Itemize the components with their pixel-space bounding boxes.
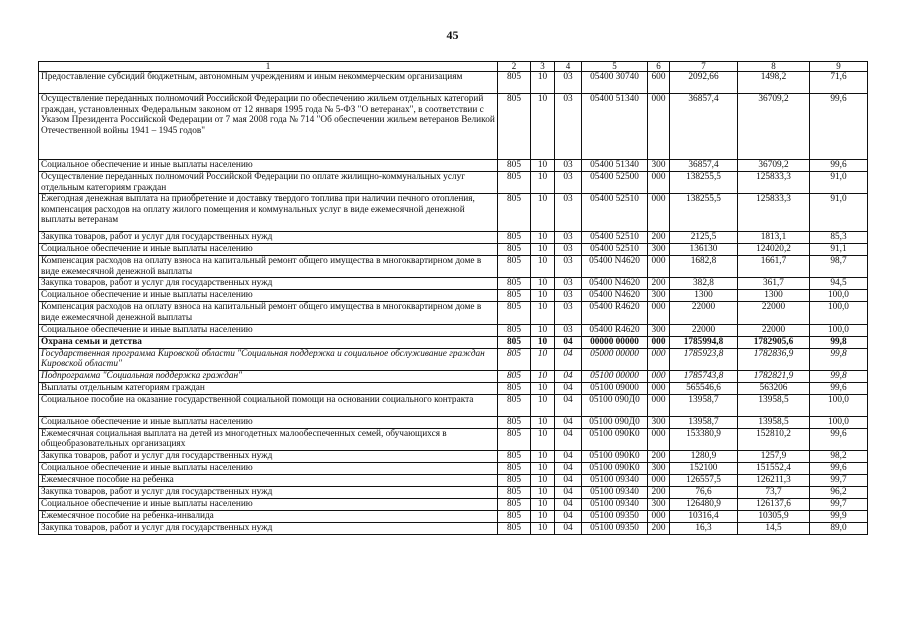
ministry-code-cell: 805 <box>498 324 531 336</box>
ministry-code-cell: 805 <box>498 302 531 324</box>
subsection-cell: 04 <box>555 394 582 416</box>
section-cell: 10 <box>531 290 555 302</box>
subsection-cell: 04 <box>555 498 582 510</box>
planned-amount-cell: 138255,5 <box>670 194 738 232</box>
table-row <box>39 72 868 94</box>
column-header: 7 <box>670 62 738 72</box>
planned-amount-cell: 126557,5 <box>670 474 738 486</box>
execution-percent-cell: 100,0 <box>810 290 868 302</box>
ministry-code-cell: 805 <box>498 498 531 510</box>
target-article-cell: 05400 30740 <box>582 72 648 94</box>
execution-percent-cell: 99,7 <box>810 474 868 486</box>
section-cell: 10 <box>531 486 555 498</box>
ministry-code-cell: 805 <box>498 232 531 244</box>
target-article-cell: 05400 N4620 <box>582 256 648 278</box>
column-number-header-row <box>39 62 868 72</box>
expense-type-cell: 200 <box>648 486 670 498</box>
target-article-cell: 05400 N4620 <box>582 278 648 290</box>
target-article-cell: 05000 00000 <box>582 348 648 370</box>
subsection-cell: 03 <box>555 194 582 232</box>
execution-percent-cell: 99,6 <box>810 94 868 160</box>
table-row <box>39 348 868 370</box>
target-article-cell: 05100 090Д0 <box>582 416 648 428</box>
planned-amount-cell: 1785994,8 <box>670 336 738 348</box>
row-name-cell: Закупка товаров, работ и услуг для государственных нужд <box>39 232 498 244</box>
expense-type-cell: 300 <box>648 416 670 428</box>
subsection-cell: 04 <box>555 450 582 462</box>
expense-type-cell: 300 <box>648 244 670 256</box>
planned-amount-cell: 153380,9 <box>670 428 738 450</box>
ministry-code-cell: 805 <box>498 278 531 290</box>
execution-percent-cell: 71,6 <box>810 72 868 94</box>
table-row <box>39 256 868 278</box>
executed-amount-cell: 73,7 <box>738 486 810 498</box>
ministry-code-cell: 805 <box>498 462 531 474</box>
planned-amount-cell: 1300 <box>670 290 738 302</box>
executed-amount-cell: 126211,3 <box>738 474 810 486</box>
table-row <box>39 450 868 462</box>
section-cell: 10 <box>531 510 555 522</box>
table-row <box>39 290 868 302</box>
expense-type-cell: 300 <box>648 160 670 172</box>
execution-percent-cell: 99,8 <box>810 348 868 370</box>
executed-amount-cell: 22000 <box>738 302 810 324</box>
executed-amount-cell: 125833,3 <box>738 194 810 232</box>
section-cell: 10 <box>531 474 555 486</box>
planned-amount-cell: 1785923,8 <box>670 348 738 370</box>
section-cell: 10 <box>531 428 555 450</box>
section-cell: 10 <box>531 324 555 336</box>
executed-amount-cell: 126137,6 <box>738 498 810 510</box>
executed-amount-cell: 1300 <box>738 290 810 302</box>
subsection-cell: 03 <box>555 244 582 256</box>
subsection-cell: 03 <box>555 302 582 324</box>
subsection-cell: 03 <box>555 324 582 336</box>
ministry-code-cell: 805 <box>498 194 531 232</box>
expense-type-cell: 000 <box>648 194 670 232</box>
target-article-cell: 05100 090К0 <box>582 428 648 450</box>
ministry-code-cell: 805 <box>498 450 531 462</box>
ministry-code-cell: 805 <box>498 522 531 534</box>
row-name-cell: Социальное обеспечение и иные выплаты населению <box>39 416 498 428</box>
section-cell: 10 <box>531 348 555 370</box>
table-row <box>39 160 868 172</box>
table-row <box>39 324 868 336</box>
table-row <box>39 498 868 510</box>
planned-amount-cell: 16,3 <box>670 522 738 534</box>
subsection-cell: 03 <box>555 72 582 94</box>
ministry-code-cell: 805 <box>498 256 531 278</box>
executed-amount-cell: 10305,9 <box>738 510 810 522</box>
planned-amount-cell: 2092,66 <box>670 72 738 94</box>
planned-amount-cell: 1280,9 <box>670 450 738 462</box>
ministry-code-cell: 805 <box>498 244 531 256</box>
execution-percent-cell: 99,6 <box>810 382 868 394</box>
subsection-cell: 04 <box>555 522 582 534</box>
row-name-cell: Ежемесячное пособие на ребенка-инвалида <box>39 510 498 522</box>
execution-percent-cell: 100,0 <box>810 302 868 324</box>
execution-percent-cell: 100,0 <box>810 394 868 416</box>
section-cell: 10 <box>531 278 555 290</box>
row-name-cell: Закупка товаров, работ и услуг для государственных нужд <box>39 450 498 462</box>
section-cell: 10 <box>531 194 555 232</box>
row-name-cell: Социальное пособие на оказание государственной социальной помощи на основании социального контракта <box>39 394 498 416</box>
column-header: 4 <box>555 62 582 72</box>
planned-amount-cell: 1682,8 <box>670 256 738 278</box>
expense-type-cell: 200 <box>648 232 670 244</box>
planned-amount-cell: 36857,4 <box>670 160 738 172</box>
target-article-cell: 05100 09340 <box>582 474 648 486</box>
target-article-cell: 05400 52510 <box>582 244 648 256</box>
execution-percent-cell: 99,8 <box>810 336 868 348</box>
execution-percent-cell: 100,0 <box>810 416 868 428</box>
ministry-code-cell: 805 <box>498 348 531 370</box>
target-article-cell: 05100 09000 <box>582 382 648 394</box>
executed-amount-cell: 1782821,9 <box>738 370 810 382</box>
subsection-cell: 03 <box>555 278 582 290</box>
section-cell: 10 <box>531 382 555 394</box>
row-name-cell: Компенсация расходов на оплату взноса на капитальный ремонт общего имущества в многоквартирном доме в виде ежемесячной денежной выплаты <box>39 302 498 324</box>
planned-amount-cell: 565546,6 <box>670 382 738 394</box>
target-article-cell: 05400 R4620 <box>582 302 648 324</box>
execution-percent-cell: 91,1 <box>810 244 868 256</box>
table-row <box>39 172 868 194</box>
planned-amount-cell: 22000 <box>670 302 738 324</box>
executed-amount-cell: 13958,5 <box>738 394 810 416</box>
row-name-cell: Социальное обеспечение и иные выплаты населению <box>39 290 498 302</box>
planned-amount-cell: 136130 <box>670 244 738 256</box>
subsection-cell: 04 <box>555 428 582 450</box>
planned-amount-cell: 13958,7 <box>670 416 738 428</box>
target-article-cell: 05400 N4620 <box>582 290 648 302</box>
section-cell: 10 <box>531 522 555 534</box>
row-name-cell: Ежемесячная социальная выплата на детей из многодетных малообеспеченных семей, обучающихся в общеобразовательных организациях <box>39 428 498 450</box>
table-row <box>39 382 868 394</box>
section-cell: 10 <box>531 302 555 324</box>
section-cell: 10 <box>531 72 555 94</box>
expense-type-cell: 000 <box>648 348 670 370</box>
execution-percent-cell: 85,3 <box>810 232 868 244</box>
row-name-cell: Закупка товаров, работ и услуг для государственных нужд <box>39 486 498 498</box>
subsection-cell: 04 <box>555 370 582 382</box>
subsection-cell: 04 <box>555 510 582 522</box>
planned-amount-cell: 152100 <box>670 462 738 474</box>
execution-percent-cell: 94,5 <box>810 278 868 290</box>
row-name-cell: Социальное обеспечение и иные выплаты населению <box>39 324 498 336</box>
subsection-cell: 03 <box>555 172 582 194</box>
expense-type-cell: 300 <box>648 498 670 510</box>
row-name-cell: Закупка товаров, работ и услуг для государственных нужд <box>39 278 498 290</box>
executed-amount-cell: 14,5 <box>738 522 810 534</box>
target-article-cell: 05400 51340 <box>582 160 648 172</box>
executed-amount-cell: 1498,2 <box>738 72 810 94</box>
expense-type-cell: 000 <box>648 94 670 160</box>
execution-percent-cell: 91,0 <box>810 194 868 232</box>
executed-amount-cell: 361,7 <box>738 278 810 290</box>
subsection-cell: 03 <box>555 290 582 302</box>
executed-amount-cell: 36709,2 <box>738 160 810 172</box>
row-name-cell: Социальное обеспечение и иные выплаты населению <box>39 462 498 474</box>
executed-amount-cell: 125833,3 <box>738 172 810 194</box>
execution-percent-cell: 98,7 <box>810 256 868 278</box>
expense-type-cell: 000 <box>648 256 670 278</box>
ministry-code-cell: 805 <box>498 394 531 416</box>
table-row <box>39 336 868 348</box>
subsection-cell: 04 <box>555 486 582 498</box>
subsection-cell: 03 <box>555 256 582 278</box>
row-name-cell: Социальное обеспечение и иные выплаты населению <box>39 498 498 510</box>
expense-type-cell: 200 <box>648 522 670 534</box>
target-article-cell: 05100 09340 <box>582 486 648 498</box>
planned-amount-cell: 22000 <box>670 324 738 336</box>
executed-amount-cell: 1782836,9 <box>738 348 810 370</box>
subsection-cell: 03 <box>555 160 582 172</box>
target-article-cell: 05100 090Д0 <box>582 394 648 416</box>
execution-percent-cell: 99,6 <box>810 160 868 172</box>
ministry-code-cell: 805 <box>498 428 531 450</box>
row-name-cell: Предоставление субсидий бюджетным, автономным учреждениям и иным некоммерческим организациям <box>39 72 498 94</box>
expense-type-cell: 000 <box>648 302 670 324</box>
row-name-cell: Выплаты отдельным категориям граждан <box>39 382 498 394</box>
table-row <box>39 394 868 416</box>
expense-type-cell: 200 <box>648 278 670 290</box>
planned-amount-cell: 138255,5 <box>670 172 738 194</box>
executed-amount-cell: 36709,2 <box>738 94 810 160</box>
column-header: 3 <box>531 62 555 72</box>
table-row <box>39 416 868 428</box>
expense-type-cell: 300 <box>648 324 670 336</box>
planned-amount-cell: 2125,5 <box>670 232 738 244</box>
execution-percent-cell: 99,7 <box>810 498 868 510</box>
ministry-code-cell: 805 <box>498 370 531 382</box>
section-cell: 10 <box>531 394 555 416</box>
row-name-cell: Ежемесячное пособие на ребенка <box>39 474 498 486</box>
ministry-code-cell: 805 <box>498 72 531 94</box>
expense-type-cell: 000 <box>648 382 670 394</box>
target-article-cell: 05100 09340 <box>582 498 648 510</box>
subsection-cell: 04 <box>555 348 582 370</box>
row-name-cell: Осуществление переданных полномочий Российской Федерации по оплате жилищно-коммунальных услуг отдельным категориям граждан <box>39 172 498 194</box>
target-article-cell: 05100 00000 <box>582 370 648 382</box>
subsection-cell: 04 <box>555 416 582 428</box>
row-name-cell: Подпрограмма "Социальная поддержка граждан" <box>39 370 498 382</box>
executed-amount-cell: 1661,7 <box>738 256 810 278</box>
section-cell: 10 <box>531 498 555 510</box>
executed-amount-cell: 563206 <box>738 382 810 394</box>
table-row <box>39 194 868 232</box>
planned-amount-cell: 13958,7 <box>670 394 738 416</box>
budget-table <box>38 61 868 535</box>
section-cell: 10 <box>531 370 555 382</box>
subsection-cell: 03 <box>555 94 582 160</box>
planned-amount-cell: 36857,4 <box>670 94 738 160</box>
executed-amount-cell: 1813,1 <box>738 232 810 244</box>
expense-type-cell: 300 <box>648 462 670 474</box>
target-article-cell: 05400 52500 <box>582 172 648 194</box>
table-row <box>39 232 868 244</box>
execution-percent-cell: 99,8 <box>810 370 868 382</box>
table-row <box>39 94 868 160</box>
executed-amount-cell: 151552,4 <box>738 462 810 474</box>
column-header: 1 <box>39 62 498 72</box>
expense-type-cell: 000 <box>648 370 670 382</box>
section-cell: 10 <box>531 94 555 160</box>
executed-amount-cell: 152810,2 <box>738 428 810 450</box>
target-article-cell: 05400 52510 <box>582 232 648 244</box>
subsection-cell: 03 <box>555 232 582 244</box>
row-name-cell: Компенсация расходов на оплату взноса на капитальный ремонт общего имущества в многоквартирном доме в виде ежемесячной денежной выплаты <box>39 256 498 278</box>
row-name-cell: Социальное обеспечение и иные выплаты населению <box>39 160 498 172</box>
planned-amount-cell: 10316,4 <box>670 510 738 522</box>
target-article-cell: 05100 090К0 <box>582 462 648 474</box>
execution-percent-cell: 96,2 <box>810 486 868 498</box>
section-cell: 10 <box>531 336 555 348</box>
ministry-code-cell: 805 <box>498 510 531 522</box>
expense-type-cell: 000 <box>648 428 670 450</box>
table-row <box>39 428 868 450</box>
ministry-code-cell: 805 <box>498 172 531 194</box>
execution-percent-cell: 89,0 <box>810 522 868 534</box>
table-row <box>39 462 868 474</box>
row-name-cell: Социальное обеспечение и иные выплаты населению <box>39 244 498 256</box>
table-row <box>39 474 868 486</box>
executed-amount-cell: 13958,5 <box>738 416 810 428</box>
table-row <box>39 486 868 498</box>
subsection-cell: 04 <box>555 474 582 486</box>
execution-percent-cell: 99,6 <box>810 462 868 474</box>
execution-percent-cell: 99,6 <box>810 428 868 450</box>
execution-percent-cell: 100,0 <box>810 324 868 336</box>
planned-amount-cell: 1785743,8 <box>670 370 738 382</box>
executed-amount-cell: 1782905,6 <box>738 336 810 348</box>
row-name-cell: Закупка товаров, работ и услуг для государственных нужд <box>39 522 498 534</box>
ministry-code-cell: 805 <box>498 336 531 348</box>
section-cell: 10 <box>531 256 555 278</box>
column-header: 5 <box>582 62 648 72</box>
subsection-cell: 04 <box>555 336 582 348</box>
ministry-code-cell: 805 <box>498 290 531 302</box>
section-cell: 10 <box>531 416 555 428</box>
execution-percent-cell: 91,0 <box>810 172 868 194</box>
ministry-code-cell: 805 <box>498 160 531 172</box>
section-cell: 10 <box>531 232 555 244</box>
expense-type-cell: 000 <box>648 394 670 416</box>
column-header: 6 <box>648 62 670 72</box>
column-header: 9 <box>810 62 868 72</box>
row-name-cell: Государственная программа Кировской области "Социальная поддержка и социальное обслуживание граждан Кировской области" <box>39 348 498 370</box>
subsection-cell: 04 <box>555 382 582 394</box>
table-row <box>39 510 868 522</box>
subsection-cell: 04 <box>555 462 582 474</box>
table-row <box>39 522 868 534</box>
column-header: 8 <box>738 62 810 72</box>
section-cell: 10 <box>531 172 555 194</box>
expense-type-cell: 000 <box>648 474 670 486</box>
target-article-cell: 05100 09350 <box>582 510 648 522</box>
table-row <box>39 278 868 290</box>
ministry-code-cell: 805 <box>498 474 531 486</box>
column-header: 2 <box>498 62 531 72</box>
page-number: 45 <box>446 28 459 42</box>
executed-amount-cell: 124020,2 <box>738 244 810 256</box>
ministry-code-cell: 805 <box>498 416 531 428</box>
section-cell: 10 <box>531 160 555 172</box>
ministry-code-cell: 805 <box>498 486 531 498</box>
target-article-cell: 05100 09350 <box>582 522 648 534</box>
planned-amount-cell: 382,8 <box>670 278 738 290</box>
expense-type-cell: 000 <box>648 336 670 348</box>
executed-amount-cell: 1257,9 <box>738 450 810 462</box>
target-article-cell: 05400 R4620 <box>582 324 648 336</box>
target-article-cell: 00000 00000 <box>582 336 648 348</box>
target-article-cell: 05400 52510 <box>582 194 648 232</box>
executed-amount-cell: 22000 <box>738 324 810 336</box>
expense-type-cell: 300 <box>648 290 670 302</box>
table-body <box>39 72 868 535</box>
section-cell: 10 <box>531 462 555 474</box>
ministry-code-cell: 805 <box>498 94 531 160</box>
execution-percent-cell: 99,9 <box>810 510 868 522</box>
row-name-cell: Осуществление переданных полномочий Российской Федерации по обеспечению жильем отдельных категорий граждан, установленных Федеральным законом от 12 января 1995 года № 5-ФЗ "О ветеранах", в соответствии с Указом Президента Российской Федерации от 7 мая 2008 года № 714 "Об обеспечении жильем ветеранов Великой Отечественной войны 1941 – 1945 годов" <box>39 94 498 160</box>
row-name-cell: Охрана семьи и детства <box>39 336 498 348</box>
planned-amount-cell: 126480,9 <box>670 498 738 510</box>
execution-percent-cell: 98,2 <box>810 450 868 462</box>
planned-amount-cell: 76,6 <box>670 486 738 498</box>
section-cell: 10 <box>531 244 555 256</box>
target-article-cell: 05100 090К0 <box>582 450 648 462</box>
expense-type-cell: 200 <box>648 450 670 462</box>
table-row <box>39 244 868 256</box>
expense-type-cell: 600 <box>648 72 670 94</box>
table-row <box>39 370 868 382</box>
table-row <box>39 302 868 324</box>
target-article-cell: 05400 51340 <box>582 94 648 160</box>
expense-type-cell: 000 <box>648 510 670 522</box>
row-name-cell: Ежегодная денежная выплата на приобретение и доставку твердого топлива при наличии печного отопления, компенсация расходов на оплату жилого помещения и коммунальных услуг в виде ежемесячной денежной выплаты ветеранам <box>39 194 498 232</box>
ministry-code-cell: 805 <box>498 382 531 394</box>
section-cell: 10 <box>531 450 555 462</box>
expense-type-cell: 000 <box>648 172 670 194</box>
